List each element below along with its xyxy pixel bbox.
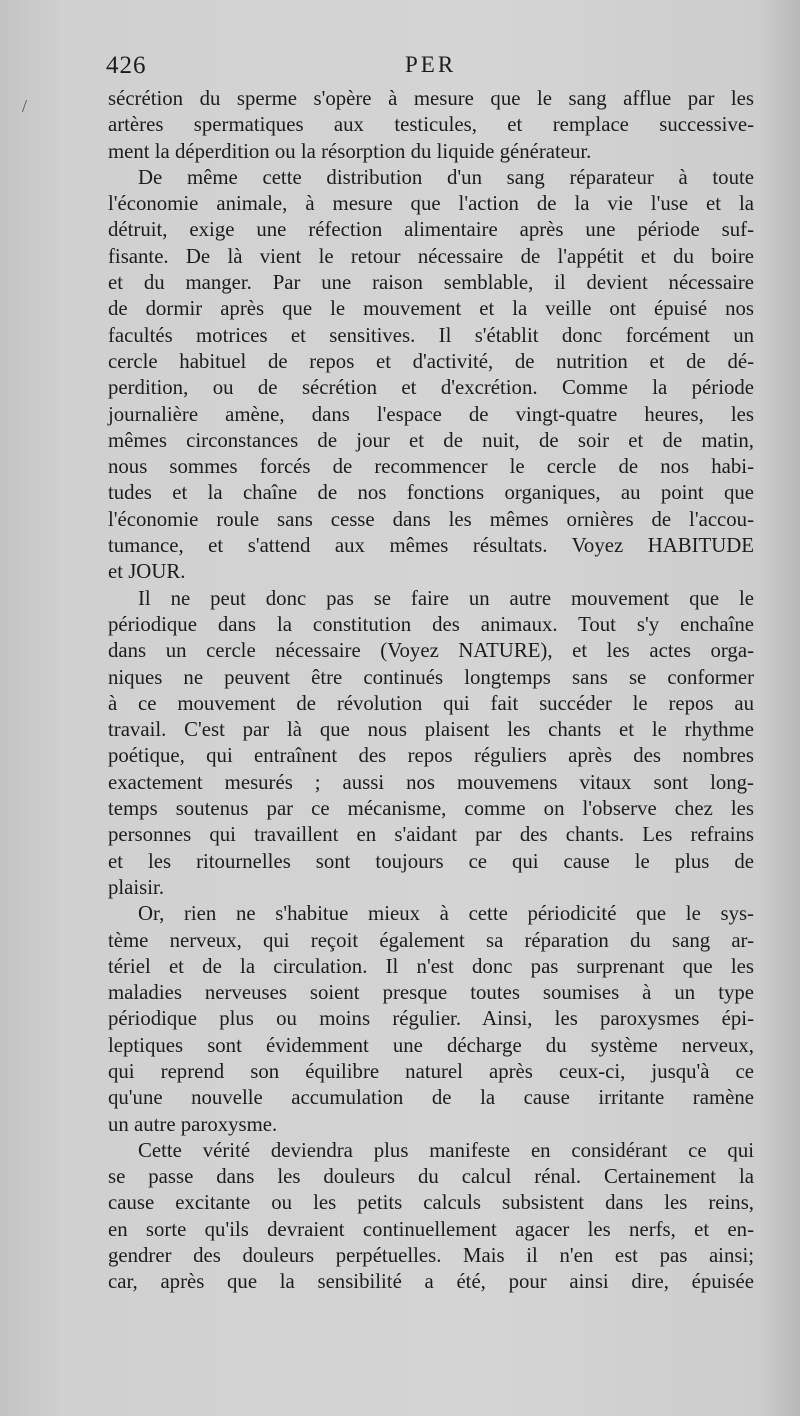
text-line: périodique plus ou moins régulier. Ainsi, les paroxysmes épi- [108, 1007, 754, 1031]
text-line: tumance, et s'attend aux mêmes résultats. Voyez HABITUDE [108, 534, 754, 558]
text-line: De même cette distribution d'un sang réparateur à toute [138, 165, 754, 189]
text-line: et JOUR. [108, 560, 186, 584]
text-line: Cette vérité deviendra plus manifeste en considérant ce qui [138, 1138, 754, 1162]
text-line: travail. C'est par là que nous plaisent les chants et le rhythme [108, 718, 754, 742]
text-line: nous sommes forcés de recommencer le cercle de nos habi- [108, 455, 754, 479]
text-line: facultés motrices et sensitives. Il s'établit donc forcément un [108, 323, 754, 347]
text-line: dans un cercle nécessaire (Voyez NATURE), et les actes orga- [108, 639, 754, 663]
text-line: un autre paroxysme. [108, 1112, 278, 1136]
text-line: se passe dans les douleurs du calcul rénal. Certainement la [108, 1165, 754, 1189]
text-line: qui reprend son équilibre naturel après ceux-ci, jusqu'à ce [108, 1059, 754, 1083]
text-line: en sorte qu'ils devraient continuellement agacer les nerfs, et en- [108, 1217, 754, 1241]
text-line: mêmes circonstances de jour et de nuit, de soir et de matin, [108, 428, 754, 452]
text-line: journalière amène, dans l'espace de vingt-quatre heures, les [108, 402, 754, 426]
text-line: cercle habituel de repos et d'activité, de nutrition et de dé- [108, 349, 754, 373]
text-line: l'économie roule sans cesse dans les mêmes ornières de l'accou- [108, 507, 754, 531]
text-line: temps soutenus par ce mécanisme, comme on l'observe chez les [108, 797, 754, 821]
text-line: fisante. De là vient le retour nécessaire de l'appétit et du boire [108, 244, 754, 268]
text-line: tudes et la chaîne de nos fonctions organiques, au point que [108, 481, 754, 505]
body-text [108, 86, 754, 1296]
margin-mark: / [22, 96, 28, 116]
text-line: leptiques sont évidemment une décharge du système nerveux, [108, 1033, 754, 1057]
text-line: périodique dans la constitution des animaux. Tout s'y enchaîne [108, 612, 754, 636]
text-line: tériel et de la circulation. Il n'est donc pas surprenant que les [108, 954, 754, 978]
text-line: niques ne peuvent être continués longtemps sans se conformer [108, 665, 754, 689]
text-line: Or, rien ne s'habitue mieux à cette périodicité que le sys- [138, 902, 754, 926]
text-line: exactement mesurés ; aussi nos mouvemens vitaux sont long- [108, 770, 754, 794]
text-line: et les ritournelles sont toujours ce qui cause le plus de [108, 849, 754, 873]
text-line: qu'une nouvelle accumulation de la cause irritante ramène [108, 1086, 754, 1110]
text-line: et du manger. Par une raison semblable, il devient nécessaire [108, 271, 754, 295]
text-line: perdition, ou de sécrétion et d'excrétion. Comme la période [108, 376, 754, 400]
text-line: gendrer des douleurs perpétuelles. Mais il n'en est pas ainsi; [108, 1244, 754, 1268]
text-line: de dormir après que le mouvement et la veille ont épuisé nos [108, 297, 754, 321]
page-header [106, 52, 766, 86]
page-number: 426 [106, 52, 147, 79]
text-line: Il ne peut donc pas se faire un autre mouvement que le [138, 586, 754, 610]
text-line: cause excitante ou les petits calculs subsistent dans les reins, [108, 1191, 754, 1215]
text-line: sécrétion du sperme s'opère à mesure que le sang afflue par les [108, 87, 754, 110]
running-head: PER [405, 52, 457, 77]
text-line: l'économie animale, à mesure que l'action de la vie l'use et la [108, 192, 754, 216]
text-line: à ce mouvement de révolution qui fait succéder le repos au [108, 691, 754, 715]
text-line: ment la déperdition ou la résorption du liquide générateur. [108, 139, 592, 163]
text-line: détruit, exige une réfection alimentaire après une période suf- [108, 218, 754, 242]
text-line: tème nerveux, qui reçoit également sa réparation du sang ar- [108, 928, 754, 952]
text-line: plaisir. [108, 875, 165, 899]
text-line: artères spermatiques aux testicules, et remplace successive- [108, 113, 754, 137]
text-line: maladies nerveuses soient presque toutes soumises à un type [108, 981, 754, 1005]
text-line: poétique, qui entraînent des repos réguliers après des nombres [108, 744, 754, 768]
text-line: car, après que la sensibilité a été, pour ainsi dire, épuisée [108, 1270, 754, 1294]
text-line: personnes qui travaillent en s'aidant par des chants. Les refrains [108, 823, 754, 847]
